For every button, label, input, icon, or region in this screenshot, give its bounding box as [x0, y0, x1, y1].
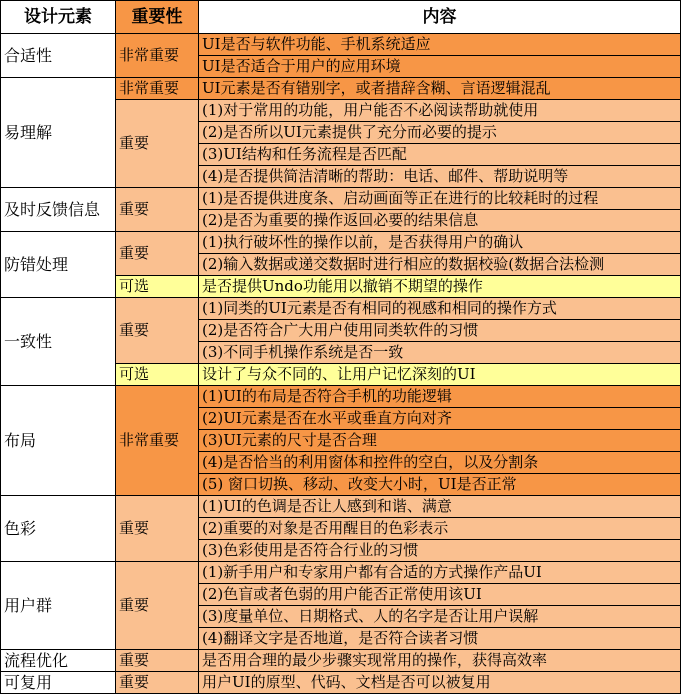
- importance-cell: 重要: [116, 650, 199, 672]
- importance-cell: 重要: [116, 188, 199, 232]
- content-cell: (1)UI的布局是否符合手机的功能逻辑: [199, 386, 681, 408]
- content-cell: (4)翻译文字是否地道，是否符合读者习惯: [199, 628, 681, 650]
- content-cell: 是否提供Undo功能用以撤销不期望的操作: [199, 276, 681, 298]
- content-cell: (2)是否符合广大用户使用同类软件的习惯: [199, 320, 681, 342]
- content-cell: (5) 窗口切换、移动、改变大小时，UI是否正常: [199, 474, 681, 496]
- importance-cell: 重要: [116, 496, 199, 562]
- content-cell: 设计了与众不同的、让用户记忆深刻的UI: [199, 364, 681, 386]
- content-cell: (1)同类的UI元素是否有相同的视感和相同的操作方式: [199, 298, 681, 320]
- content-cell: (2)输入数据或递交数据时进行相应的数据校验(数据合法检测: [199, 254, 681, 276]
- content-cell: (4)是否提供简洁清晰的帮助：电话、邮件、帮助说明等: [199, 166, 681, 188]
- design-element-cell: 可复用: [1, 672, 116, 694]
- content-cell: 是否用合理的最少步骤实现常用的操作，获得高效率: [199, 650, 681, 672]
- content-cell: UI是否适合于用户的应用环境: [199, 56, 681, 78]
- importance-cell: 重要: [116, 298, 199, 364]
- table-row: [1, 650, 681, 672]
- content-cell: (2)重要的对象是否用醒目的色彩表示: [199, 518, 681, 540]
- design-element-cell: 用户群: [1, 562, 116, 650]
- content-cell: (3)度量单位、日期格式、人的名字是否让用户误解: [199, 606, 681, 628]
- content-cell: (1)是否提供进度条、启动画面等正在进行的比较耗时的过程: [199, 188, 681, 210]
- table-body: [1, 34, 681, 694]
- table-row: [1, 34, 681, 56]
- design-element-cell: 流程优化: [1, 650, 116, 672]
- content-cell: (2)是否所以UI元素提供了充分而必要的提示: [199, 122, 681, 144]
- table-row: [1, 232, 681, 254]
- importance-cell: 重要: [116, 100, 199, 188]
- content-cell: UI是否与软件功能、手机系统适应: [199, 34, 681, 56]
- design-element-cell: 合适性: [1, 34, 116, 78]
- content-cell: (3)色彩使用是否符合行业的习惯: [199, 540, 681, 562]
- table-row: [1, 496, 681, 518]
- design-element-cell: 布局: [1, 386, 116, 496]
- importance-cell: 可选: [116, 276, 199, 298]
- header-content: 内容: [199, 1, 681, 34]
- importance-cell: 重要: [116, 672, 199, 694]
- importance-cell: 可选: [116, 364, 199, 386]
- design-element-cell: 色彩: [1, 496, 116, 562]
- design-element-cell: 及时反馈信息: [1, 188, 116, 232]
- content-cell: 用户UI的原型、代码、文档是否可以被复用: [199, 672, 681, 694]
- content-cell: (1)新手用户和专家用户都有合适的方式操作产品UI: [199, 562, 681, 584]
- content-cell: (1)执行破坏性的操作以前，是否获得用户的确认: [199, 232, 681, 254]
- table-row: [1, 672, 681, 694]
- importance-cell: 非常重要: [116, 78, 199, 100]
- content-cell: (4)是否恰当的利用窗体和控件的空白，以及分割条: [199, 452, 681, 474]
- content-cell: (3)UI元素的尺寸是否合理: [199, 430, 681, 452]
- header-element: 设计元素: [1, 1, 116, 34]
- header-importance: 重要性: [116, 1, 199, 34]
- content-cell: (1)对于常用的功能，用户能否不必阅读帮助就使用: [199, 100, 681, 122]
- content-cell: (2)是否为重要的操作返回必要的结果信息: [199, 210, 681, 232]
- table-row: [1, 386, 681, 408]
- table-row: [1, 78, 681, 100]
- content-cell: UI元素是否有错别字，或者措辞含糊、言语逻辑混乱: [199, 78, 681, 100]
- importance-cell: 非常重要: [116, 386, 199, 496]
- content-cell: (3)UI结构和任务流程是否匹配: [199, 144, 681, 166]
- table-row: [1, 298, 681, 320]
- design-element-cell: 一致性: [1, 298, 116, 386]
- content-cell: (1)UI的色调是否让人感到和谐、满意: [199, 496, 681, 518]
- design-element-cell: 易理解: [1, 78, 116, 188]
- design-element-cell: 防错处理: [1, 232, 116, 298]
- content-cell: (2)UI元素是否在水平或垂直方向对齐: [199, 408, 681, 430]
- table-row: [1, 562, 681, 584]
- importance-cell: 重要: [116, 562, 199, 650]
- table-row: [1, 188, 681, 210]
- importance-cell: 非常重要: [116, 34, 199, 78]
- content-cell: (2)色盲或者色弱的用户能否正常使用该UI: [199, 584, 681, 606]
- importance-cell: 重要: [116, 232, 199, 276]
- content-cell: (3)不同手机操作系统是否一致: [199, 342, 681, 364]
